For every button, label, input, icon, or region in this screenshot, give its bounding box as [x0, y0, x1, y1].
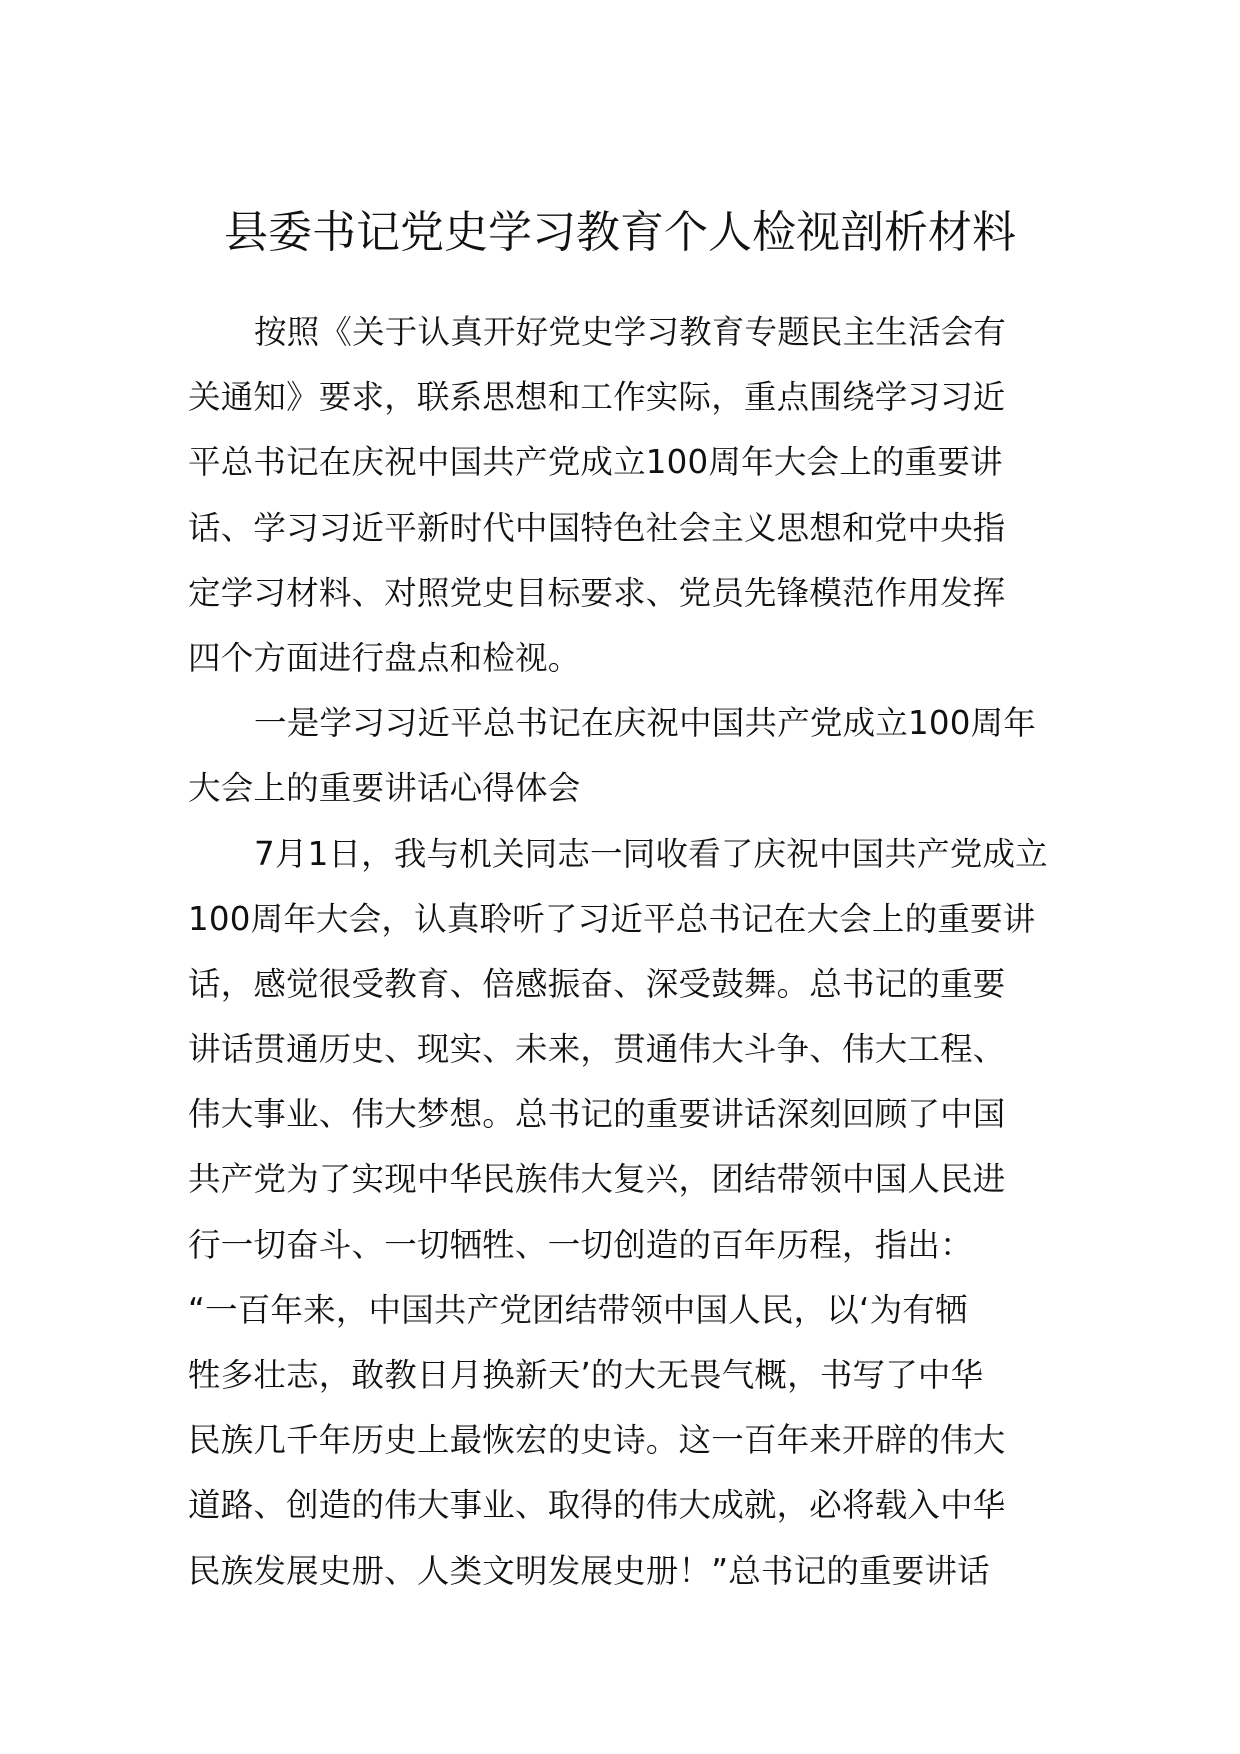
text-line: 7月1日，我与机关同志一同收看了庆祝中国共产党成立 [254, 834, 1048, 873]
text-line: 讲话贯通历史、现实、未来，贯通伟大斗争、伟大工程、 [188, 1030, 1006, 1069]
document-title: 县委书记党史学习教育个人检视剖析材料 [224, 207, 1016, 258]
text-line: 民族几千年历史上最恢宏的史诗。这一百年来开辟的伟大 [188, 1421, 1006, 1460]
document-body [188, 300, 1058, 1604]
text-line: 共产党为了实现中华民族伟大复兴，团结带领中国人民进 [188, 1160, 1006, 1199]
text-line: 关通知》要求，联系思想和工作实际，重点围绕学习习近 [188, 378, 1006, 417]
text-line: 牲多壮志，敢教日月换新天’的大无畏气概，书写了中华 [188, 1356, 984, 1394]
heading-line: 一是学习习近平总书记在庆祝中国共产党成立100周年 [254, 704, 1037, 743]
text-line: “一百年来，中国共产党团结带领中国人民，以‘为有牺 [188, 1290, 968, 1329]
text-line: 按照《关于认真开好党史学习教育专题民主生活会有 [254, 313, 1007, 351]
heading-line: 大会上的重要讲话心得体会 [188, 769, 581, 808]
text-line: 平总书记在庆祝中国共产党成立100周年大会上的重要讲 [188, 443, 1003, 482]
text-line: 100周年大会，认真聆听了习近平总书记在大会上的重要讲 [188, 899, 1036, 938]
paragraph-body [188, 822, 1058, 1604]
text-line: 道路、创造的伟大事业、取得的伟大成就，必将载入中华 [188, 1486, 1006, 1525]
text-line: 话，感觉很受教育、倍感振奋、深受鼓舞。总书记的重要 [188, 964, 1006, 1003]
text-line: 话、学习习近平新时代中国特色社会主义思想和党中央指 [188, 508, 1006, 547]
text-line: 定学习材料、对照党史目标要求、党员先锋模范作用发挥 [188, 573, 1006, 612]
section-heading-one [188, 691, 1058, 821]
text-line: 民族发展史册、人类文明发展史册！”总书记的重要讲话 [188, 1551, 990, 1590]
paragraph-intro [188, 300, 1058, 691]
text-line: 伟大事业、伟大梦想。总书记的重要讲话深刻回顾了中国 [188, 1095, 1006, 1134]
text-line: 四个方面进行盘点和检视。 [188, 638, 581, 677]
text-line: 行一切奋斗、一切牺牲、一切创造的百年历程，指出： [188, 1225, 973, 1264]
